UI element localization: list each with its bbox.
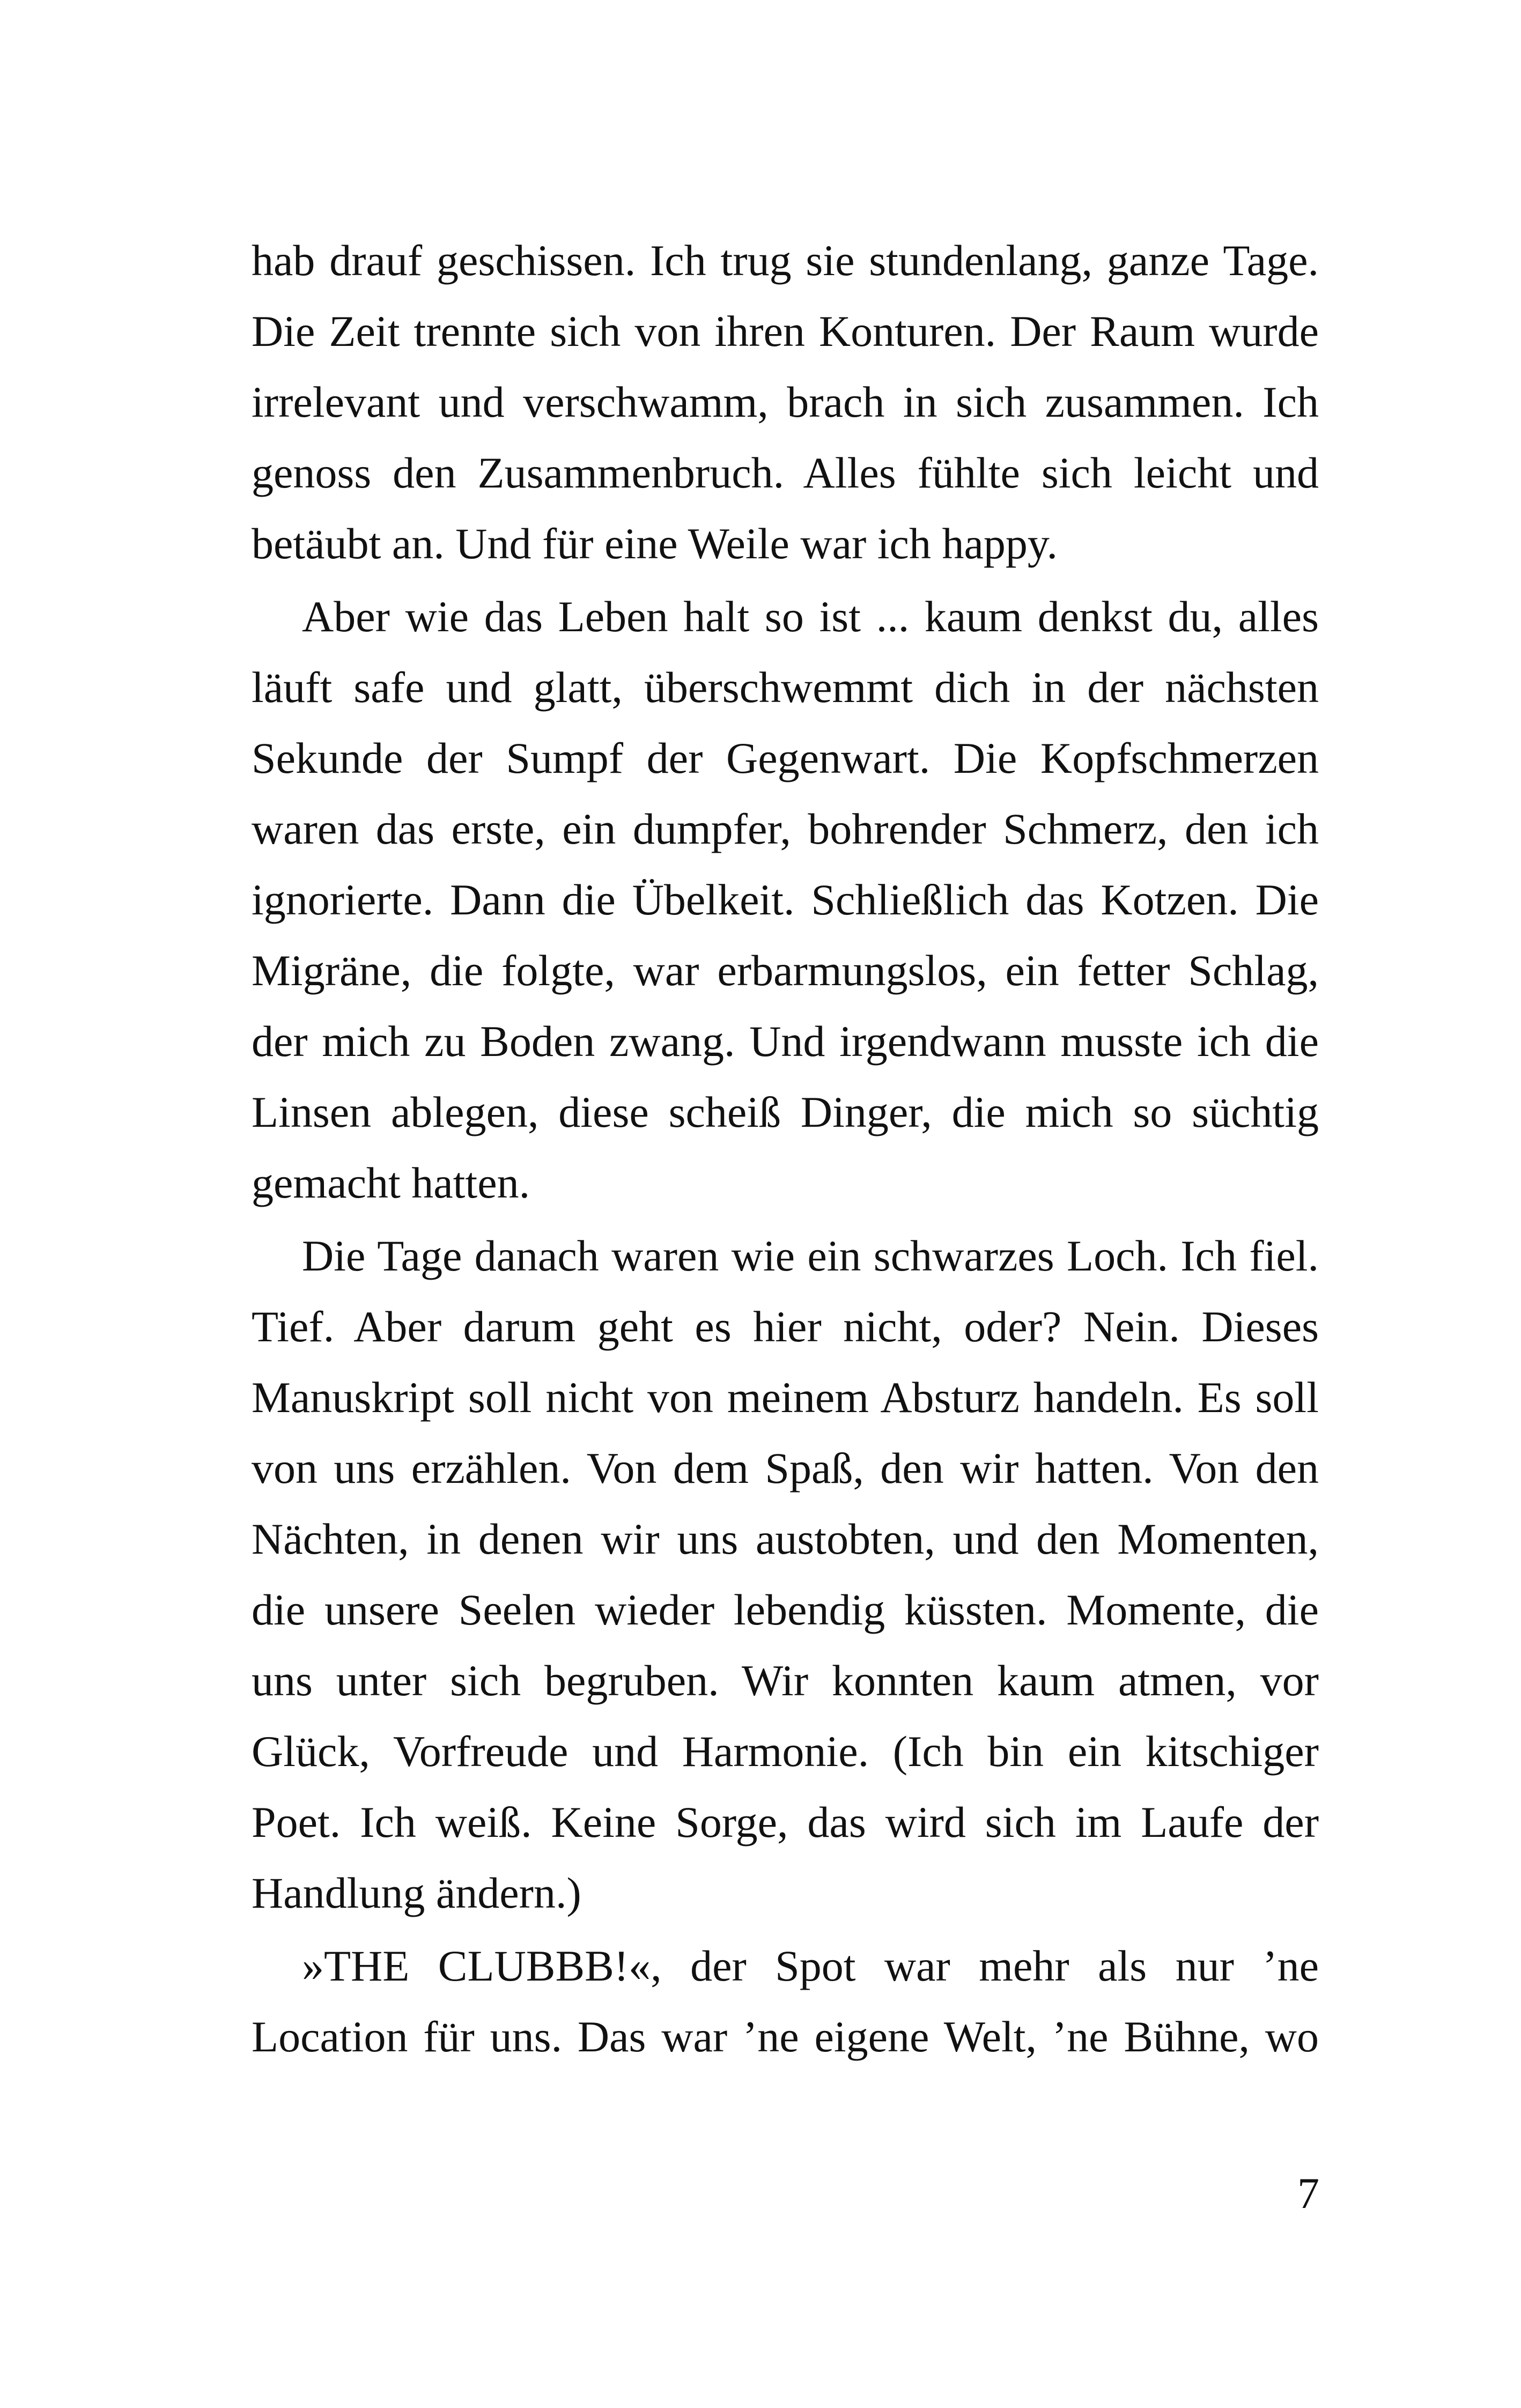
text-line: »THE CLUBBB!«, der Spot war mehr als nur ’ne (302, 1941, 1319, 1990)
text-line: Migräne, die folgte, war erbarmungslos, ein fetter Schlag, (252, 946, 1319, 995)
text-line: Glück, Vorfreude und Harmonie. (Ich bin ein kitschiger (252, 1727, 1319, 1776)
text-line: Manuskript soll nicht von meinem Absturz handeln. Es soll (252, 1373, 1319, 1422)
text-line: Location für uns. Das war ’ne eigene Welt, ’ne Bühne, wo (252, 2012, 1319, 2061)
body-text (252, 225, 1319, 2072)
text-line: von uns erzählen. Von dem Spaß, den wir hatten. Von den (252, 1444, 1319, 1493)
paragraph (252, 1931, 1319, 2072)
text-line: irrelevant und verschwamm, brach in sich zusammen. Ich (252, 378, 1319, 426)
text-line: Aber wie das Leben halt so ist ... kaum denkst du, alles (302, 592, 1319, 641)
text-line: ignorierte. Dann die Übelkeit. Schließlich das Kotzen. Die (252, 875, 1319, 924)
text-line: Die Zeit trennte sich von ihren Konturen. Der Raum wurde (252, 307, 1319, 356)
text-line: Sekunde der Sumpf der Gegenwart. Die Kopfschmerzen (252, 734, 1319, 782)
text-line: Tief. Aber darum geht es hier nicht, oder? Nein. Dieses (252, 1302, 1319, 1351)
paragraph (252, 581, 1319, 1218)
text-line: waren das erste, ein dumpfer, bohrender Schmerz, den ich (252, 804, 1319, 853)
text-line: Nächten, in denen wir uns austobten, und den Momenten, (252, 1515, 1319, 1563)
text-line: uns unter sich begruben. Wir konnten kaum atmen, vor (252, 1656, 1319, 1705)
text-line: Poet. Ich weiß. Keine Sorge, das wird sich im Laufe der (252, 1798, 1319, 1846)
text-line: hab drauf geschissen. Ich trug sie stundenlang, ganze Tage. (252, 236, 1319, 285)
text-line: die unsere Seelen wieder lebendig küssten. Momente, die (252, 1585, 1319, 1634)
text-line: Handlung ändern.) (252, 1868, 581, 1917)
text-line: betäubt an. Und für eine Weile war ich happy. (252, 519, 1058, 568)
paragraph (252, 1221, 1319, 1929)
paragraph (252, 225, 1319, 579)
text-line: genoss den Zusammenbruch. Alles fühlte sich leicht und (252, 448, 1319, 497)
text-line: Linsen ablegen, diese scheiß Dinger, die mich so süchtig (252, 1088, 1319, 1136)
text-line: läuft safe und glatt, überschwemmt dich in der nächsten (252, 663, 1319, 712)
text-line: Die Tage danach waren wie ein schwarzes Loch. Ich fiel. (302, 1231, 1319, 1280)
text-line: der mich zu Boden zwang. Und irgendwann musste ich die (252, 1017, 1319, 1066)
page-number: 7 (1297, 2169, 1319, 2218)
text-line: gemacht hatten. (252, 1158, 530, 1207)
